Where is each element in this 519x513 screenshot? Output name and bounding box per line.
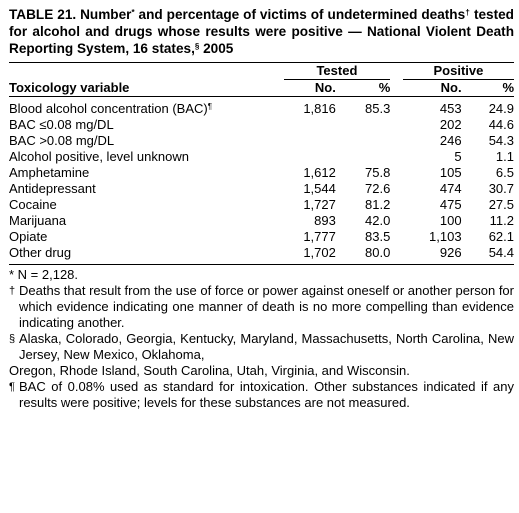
- table-row: [9, 117, 514, 133]
- table-row: [9, 197, 514, 213]
- section-mark: §: [9, 333, 16, 345]
- cell-positive-pct: 54.4: [462, 245, 514, 265]
- cell-variable: Amphetamine: [9, 165, 90, 180]
- footnote-dagger-text: Deaths that result from the use of force or power against oneself or another person for which evidence indicating one manner of death is no more compelling than evidence indicating another.: [19, 283, 514, 330]
- footnote-section-text: Alaska, Colorado, Georgia, Kentucky, Maryland, Massachusetts, North Carolina, New Jersey, New Mexico, Oklahoma,: [19, 331, 514, 362]
- cell-positive-no: 475: [439, 197, 462, 212]
- footnote-dagger: [9, 283, 514, 331]
- column-header-tested-pct: %: [336, 80, 390, 97]
- cell-gap: [390, 181, 403, 197]
- table-row: [9, 229, 514, 245]
- cell-variable: Alcohol positive, level unknown: [9, 149, 189, 164]
- cell-positive-pct: 27.5: [488, 197, 514, 212]
- cell-gap: [390, 165, 403, 181]
- table-row: [9, 213, 514, 229]
- cell-tested-pct: 80.0: [336, 245, 390, 265]
- toxicology-table: [9, 62, 514, 265]
- cell-positive-pct: 11.2: [489, 213, 514, 228]
- table-row: [9, 97, 514, 118]
- cell-gap: [390, 117, 403, 133]
- cell-gap: [390, 213, 403, 229]
- cell-positive-pct: 62.1: [488, 229, 514, 244]
- cell-positive-no: 926: [403, 245, 462, 265]
- cell-variable: Cocaine: [9, 197, 57, 212]
- table-row: [9, 181, 514, 197]
- cell-variable: Other drug: [9, 245, 284, 265]
- cell-positive-no: 474: [439, 181, 462, 196]
- column-header-positive-no: No.: [403, 80, 462, 97]
- cell-gap: [390, 149, 403, 165]
- group-header-positive: Positive: [403, 63, 514, 80]
- cell-positive-no: 100: [439, 213, 462, 228]
- cell-gap: [390, 229, 403, 245]
- cell-tested-pct: 85.3: [365, 101, 391, 116]
- cell-tested-pct: 72.6: [365, 181, 391, 196]
- cell-gap: [390, 197, 403, 213]
- group-header-row: [9, 63, 514, 80]
- column-header-positive-pct: %: [462, 80, 514, 97]
- cell-positive-pct: 44.6: [488, 117, 514, 132]
- cell-tested-pct: 81.2: [365, 197, 391, 212]
- table-row: [9, 133, 514, 149]
- cell-tested-pct: [336, 117, 390, 133]
- cell-tested-pct: [336, 149, 390, 165]
- cell-variable: BAC ≤0.08 mg/DL: [9, 117, 114, 132]
- cell-tested-no: 1,702: [284, 245, 336, 265]
- cell-tested-no: [284, 149, 336, 165]
- cell-positive-no: 453: [439, 101, 462, 116]
- footnotes: [9, 267, 514, 411]
- table-title: TABLE 21. Number* and percentage of victims of undetermined deaths† tested for alcohol and drugs whose results were positive — National Violent Death Reporting System, 16 states,§ 2005: [9, 7, 514, 56]
- cell-tested-no: 1,816: [303, 101, 336, 116]
- cell-tested-no: 1,727: [303, 197, 336, 212]
- group-header-tested: Tested: [284, 63, 391, 80]
- table-row: [9, 165, 514, 181]
- cell-variable: Opiate: [9, 229, 48, 244]
- cell-variable: BAC >0.08 mg/DL: [9, 133, 115, 148]
- footnote-section-continued: Oregon, Rhode Island, South Carolina, Utah, Virginia, and Wisconsin.: [9, 363, 410, 378]
- cell-tested-pct: 42.0: [365, 213, 391, 228]
- table-body: [9, 97, 514, 265]
- cell-positive-no: 202: [439, 117, 462, 132]
- cell-gap: [390, 133, 403, 149]
- cell-positive-pct: 1.1: [495, 149, 514, 164]
- column-header-variable: Toxicology variable: [9, 80, 284, 97]
- cell-positive-no: 1,103: [429, 229, 462, 244]
- cell-tested-pct: [336, 133, 390, 149]
- cell-gap: [390, 245, 403, 265]
- column-header-tested-no: No.: [284, 80, 336, 97]
- cell-positive-pct: 24.9: [488, 101, 514, 116]
- cell-variable: Blood alcohol concentration (BAC)¶: [9, 101, 213, 116]
- cell-tested-no: [284, 133, 336, 149]
- cell-positive-no: 105: [439, 165, 462, 180]
- table-row: [9, 149, 514, 165]
- cell-gap: [390, 97, 403, 118]
- cell-positive-no: 5: [454, 149, 462, 164]
- cell-tested-pct: 83.5: [365, 229, 391, 244]
- footnote-pilcrow-text: BAC of 0.08% used as standard for intoxication. Other substances indicated if any results were positive; levels for these substances are not measured.: [19, 379, 514, 410]
- cell-tested-no: [284, 117, 336, 133]
- table-row: [9, 245, 514, 265]
- cell-positive-pct: 54.3: [488, 133, 514, 148]
- cell-positive-pct: 6.5: [495, 165, 514, 180]
- footnote-n-total: * N = 2,128.: [9, 267, 79, 282]
- cell-tested-no: 1,544: [303, 181, 336, 196]
- cell-variable: Marijuana: [9, 213, 67, 228]
- column-header-row: [9, 80, 514, 97]
- cell-tested-no: 1,612: [303, 165, 336, 180]
- dagger-mark: †: [9, 285, 16, 297]
- cell-tested-no: 893: [314, 213, 336, 228]
- footnote-pilcrow: [9, 379, 514, 411]
- cell-positive-pct: 30.7: [488, 181, 514, 196]
- cell-positive-no: 246: [439, 133, 462, 148]
- cell-tested-no: 1,777: [303, 229, 336, 244]
- cell-variable: Antidepressant: [9, 181, 96, 196]
- cell-tested-pct: 75.8: [365, 165, 391, 180]
- pilcrow-mark: ¶: [9, 381, 15, 393]
- footnote-section: [9, 331, 514, 363]
